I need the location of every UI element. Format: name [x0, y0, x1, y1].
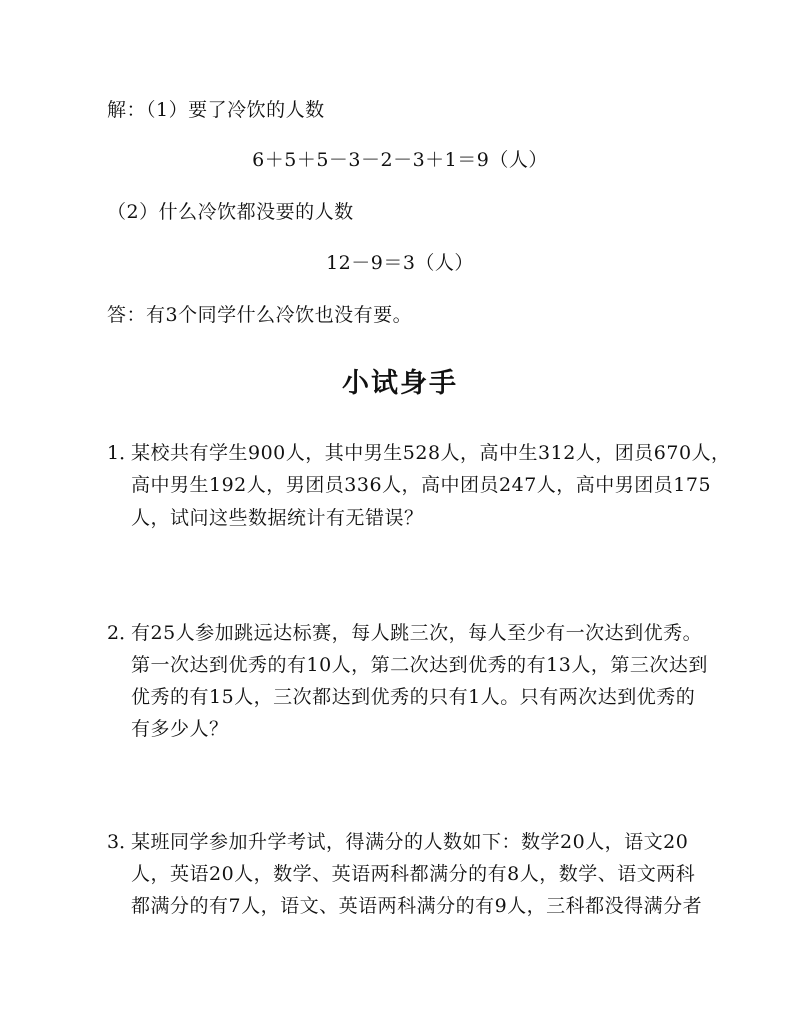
solution-heading-line: 解：（1）要了冷饮的人数	[107, 99, 325, 121]
problem-2-line-3: 优秀的有15人，三次都达到优秀的只有1人。只有两次达到优秀的	[131, 686, 696, 708]
problem-3-line-3: 都满分的有7人，语文、英语两科满分的有9人，三科都没得满分者	[131, 895, 703, 917]
problem-1-line-3: 人，试问这些数据统计有无错误？	[131, 507, 424, 529]
problem-2-line-4: 有多少人？	[131, 718, 229, 740]
problem-3-line-2: 人，英语20人，数学、英语两科都满分的有8人，数学、语文两科	[131, 863, 696, 885]
problem-1-line-2: 高中男生192人，男团员336人，高中团员247人，高中男团员175	[131, 474, 712, 496]
problem-2-line-2: 第一次达到优秀的有10人，第二次达到优秀的有13人，第三次达到	[131, 654, 708, 676]
problem-1-line-1: 某校共有学生900人，其中男生528人，高中生312人，团员670人，	[131, 442, 731, 464]
section-title: 小试身手	[342, 368, 458, 399]
solution-formula-2: 12－9＝3（人）	[326, 252, 474, 274]
problem-1-number: 1．	[107, 442, 139, 464]
solution-answer-line: 答：有3个同学什么冷饮也没有要。	[107, 304, 413, 326]
problem-3-line-1: 某班同学参加升学考试，得满分的人数如下：数学20人，语文20	[131, 831, 689, 853]
solution-part-2-line: （2）什么冷饮都没要的人数	[107, 201, 354, 223]
problem-3-number: 3．	[107, 831, 139, 853]
solution-formula-1: 6＋5＋5－3－2－3＋1＝9（人）	[252, 149, 548, 171]
problem-2-line-1: 有25人参加跳远达标赛，每人跳三次，每人至少有一次达到优秀。	[131, 622, 703, 644]
problem-2-number: 2．	[107, 622, 139, 644]
